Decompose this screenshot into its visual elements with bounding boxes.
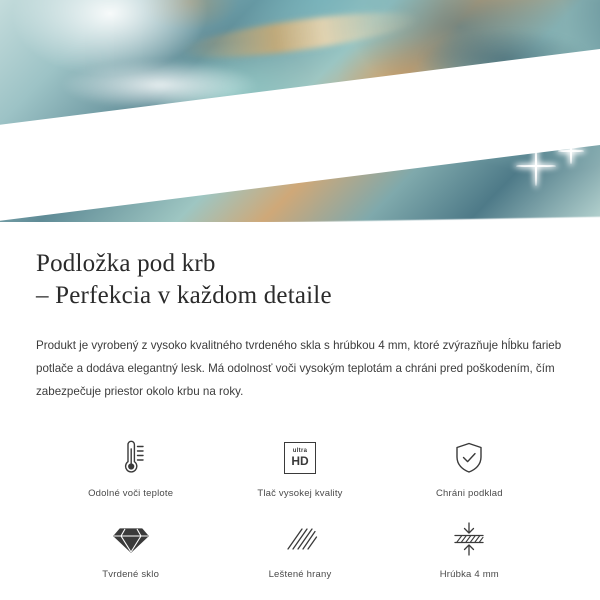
diamond-icon: [112, 519, 150, 559]
ultra-hd-badge-bottom: HD: [291, 454, 309, 469]
feature-label: Tlač vysokej kvality: [257, 487, 343, 499]
shield-check-icon: [451, 438, 487, 478]
feature-item: [215, 511, 384, 584]
ultra-hd-icon: [284, 438, 316, 478]
feature-grid: [36, 430, 564, 584]
ultra-hd-badge-top: ultra: [292, 448, 308, 455]
feature-item: [385, 430, 554, 503]
content-block: [0, 222, 600, 584]
feature-label: Odolné voči teplote: [88, 487, 174, 499]
feature-item: [46, 511, 215, 584]
hero-image: [0, 0, 600, 222]
feature-item: [215, 430, 384, 503]
feature-label: Tvrdené sklo: [102, 568, 160, 580]
thickness-arrows-icon: [449, 519, 489, 559]
feature-label: Chráni podklad: [435, 487, 503, 499]
page-title: [36, 248, 564, 312]
product-description: Produkt je vyrobený z vysoko kvalitného tvrdeného skla s hrúbkou 4 mm, ktoré zvýrazňuje hĺbku farieb potlače a dodáva elegantný lesk. Má odolnosť voči vysokým teplotám a chráni pred poškodením, čím zabezpečuje priestor okolo krbu na roky.: [36, 339, 562, 399]
feature-label: Hrúbka 4 mm: [439, 568, 499, 580]
feature-label: Leštené hrany: [268, 568, 332, 580]
polished-edges-icon: [282, 519, 318, 559]
title-line-2: – Perfekcia v každom detaile: [36, 282, 332, 309]
feature-item: [385, 511, 554, 584]
thermometer-icon: [113, 438, 149, 478]
feature-item: [46, 430, 215, 503]
title-line-1: Podložka pod krb: [36, 250, 216, 277]
